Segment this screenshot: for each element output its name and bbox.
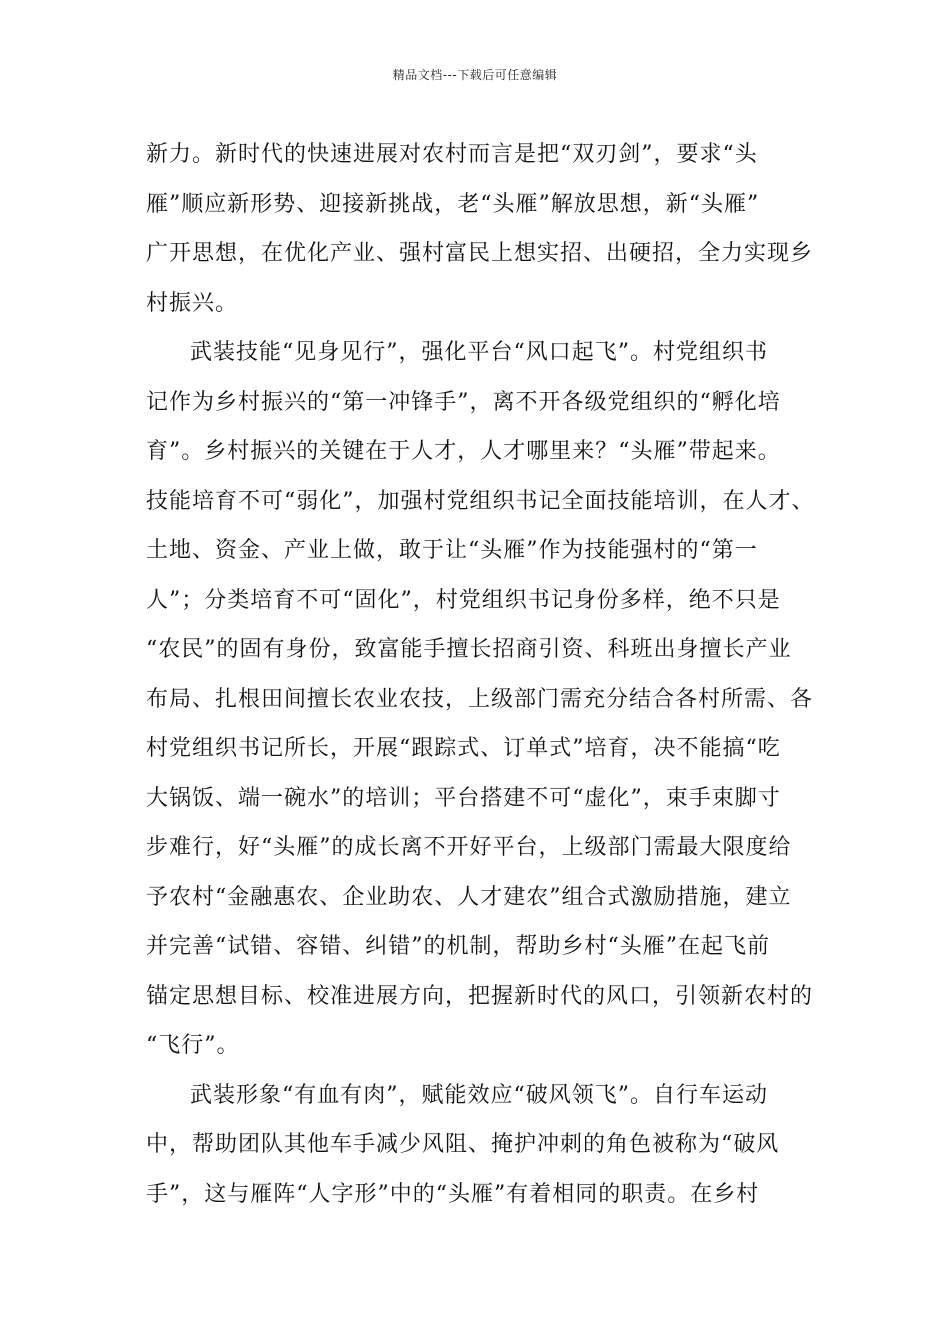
text-line: 新力。新时代的快速进展对农村而言是把“双刃剑”，要求“头 [146,142,758,167]
text-line: “农民”的固有身份，致富能手擅长招商引资、科班出身擅长产业 [146,637,792,662]
text-line: 雁”顺应新形势、迎接新挑战，老“头雁”解放思想，新“头雁” [146,191,760,217]
text-line: 广开思想，在优化产业、强村富民上想实招、出硬招，全力实现乡 [146,241,814,266]
text-line: 大锅饭、端一碗水”的培训；平台搭建不可“虚化”，束手束脚寸 [146,785,781,811]
paragraph-first-line: 武装形象“有血有肉”，赋能效应“破风领飞”。自行车运动 [190,1082,768,1108]
paragraph-first-line: 武装技能“见身见行”，强化平台“风口起飞”。村党组织书 [190,340,768,365]
text-line: 人”；分类培育不可“固化”，村党组织书记身份多样，绝不只是 [146,587,781,613]
text-line: 技能培育不可“弱化”，加强村党组织书记全面技能培训，在人才、 [146,488,815,514]
text-line: “飞行”。 [146,1033,240,1058]
text-line: 中，帮助团队其他车手减少风阻、掩护冲刺的角色被称为“破风 [146,1132,780,1157]
text-line: 并完善“试错、容错、纠错”的机制，帮助乡村“头雁”在起飞前 [146,934,770,959]
text-line: 予农村“金融惠农、企业助农、人才建农”组合式激励措施，建立 [146,884,792,910]
text-line: 村党组织书记所长，开展“跟踪式、订单式”培育，决不能搞“吃 [146,736,781,761]
page-header: 精品文档---下载后可任意编辑 [392,68,558,82]
text-line: 布局、扎根田间擅长农业农技，上级部门需充分结合各村所需、各 [146,686,814,712]
text-line: 记作为乡村振兴的“第一冲锋手”，离不开各级党组织的“孵化培 [146,389,781,415]
text-line: 锚定思想目标、校准进展方向，把握新时代的风口，引领新农村的 [146,983,814,1009]
text-line: 土地、资金、产业上做，敢于让“头雁”作为技能强村的“第一 [146,538,758,563]
text-line: 步难行，好“头雁”的成长离不开好平台，上级部门需最大限度给 [146,835,792,860]
text-line: 育”。乡村振兴的关键在于人才，人才哪里来？“头雁”带起来。 [146,439,781,464]
text-line: 手”，这与雁阵“人字形”中的“头雁”有着相同的职责。在乡村 [146,1181,760,1207]
document-body [146,130,836,1219]
text-line: 村振兴。 [146,290,239,316]
